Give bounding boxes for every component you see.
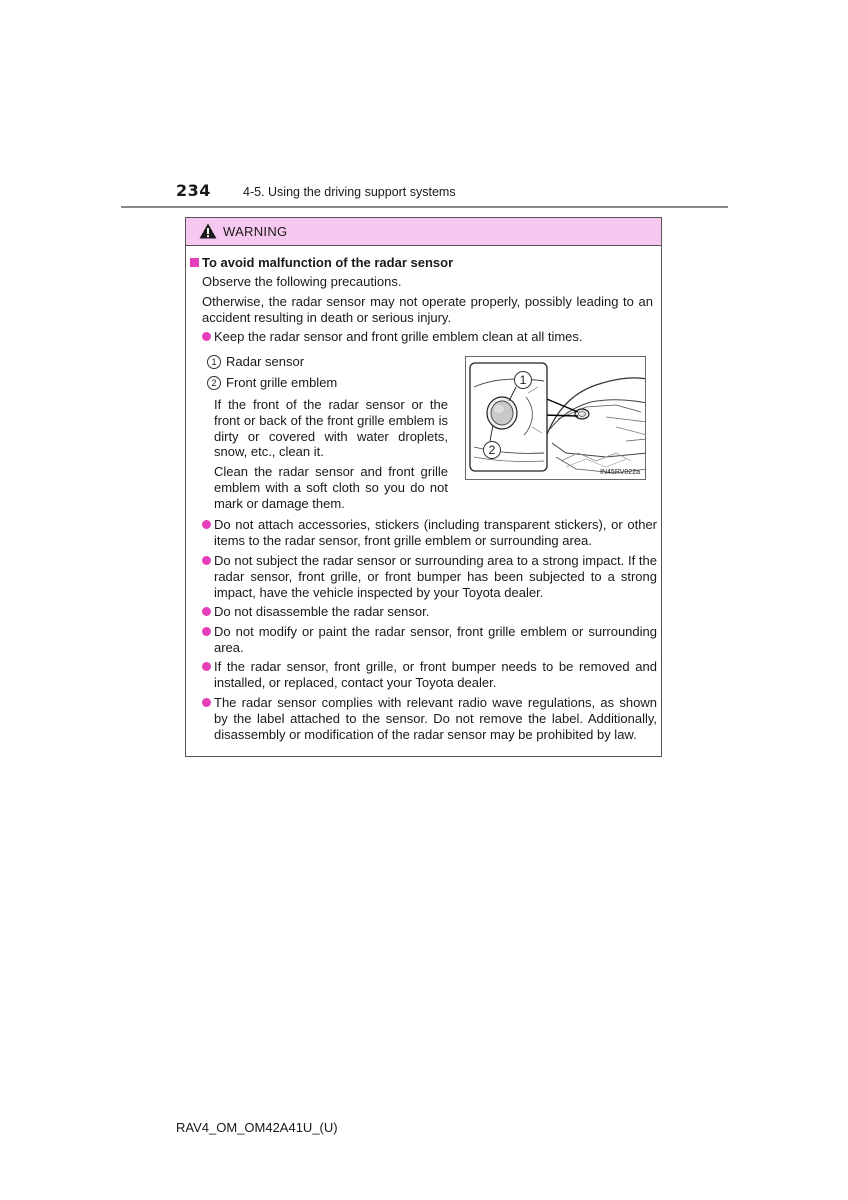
warning-heading: To avoid malfunction of the radar sensor: [202, 255, 454, 270]
bullet-dot-icon: [202, 332, 211, 341]
section-title: 4-5. Using the driving support systems: [243, 185, 456, 199]
heading-square-icon: [190, 258, 199, 267]
figure-callout-1-icon: 1: [514, 371, 532, 389]
header-divider: [121, 206, 728, 208]
bullet-keep-clean: Keep the radar sensor and front grille emblem clean at all times.: [214, 329, 583, 344]
warning-label: WARNING: [223, 224, 288, 239]
bullet-dot-icon: [202, 698, 211, 707]
bullet-dot-icon: [202, 662, 211, 671]
callout-1-circle-icon: 1: [207, 355, 221, 369]
bullet-item: Do not modify or paint the radar sensor, front grille emblem or surrounding area.: [214, 624, 657, 655]
vehicle-front-illustration: [466, 357, 646, 480]
radar-sensor-illustration: [465, 356, 646, 480]
bullet-dot-icon: [202, 556, 211, 565]
figure-callout-2-icon: 2: [483, 441, 501, 459]
bullet-dot-icon: [202, 627, 211, 636]
figure-para-1: If the front of the radar sensor or the front or back of the front grille emblem is dirty or covered with water droplets, snow, etc., clean it.: [214, 397, 448, 460]
figure-para-2: Clean the radar sensor and front grille emblem with a soft cloth so you do not mark or damage them.: [214, 464, 448, 511]
bullet-item: If the radar sensor, front grille, or front bumper needs to be removed and installed, or replaced, contact your Toyota dealer.: [214, 659, 657, 690]
callout-2-circle-icon: 2: [207, 376, 221, 390]
footer-doc-id: RAV4_OM_OM42A41U_(U): [176, 1120, 338, 1135]
warning-triangle-icon: [199, 223, 217, 239]
page-number: 234: [176, 181, 211, 200]
intro-text-1: Observe the following precautions.: [202, 274, 402, 289]
bullet-item: The radar sensor complies with relevant radio wave regulations, as shown by the label attached to the sensor. Do not remove the label. Additionally, disassembly or modification of the radar sensor may be prohibited by law.: [214, 695, 657, 742]
bullet-dot-icon: [202, 607, 211, 616]
intro-text-2: Otherwise, the radar sensor may not operate properly, possibly leading to an accident resulting in death or serious injury.: [202, 294, 653, 325]
bullet-item: Do not attach accessories, stickers (including transparent stickers), or other items to the radar sensor, front grille emblem or surrounding area.: [214, 517, 657, 548]
bullet-dot-icon: [202, 520, 211, 529]
bullet-item: Do not subject the radar sensor or surrounding area to a strong impact. If the radar sensor, front grille, or front bumper has been subjected to a strong impact, have the vehicle inspected by your Toyota dealer.: [214, 553, 657, 600]
callout-1-label: Radar sensor: [226, 354, 305, 369]
warning-header: [186, 218, 661, 246]
figure-image-code: IN45RV022a: [600, 469, 640, 476]
callout-2-label: Front grille emblem: [226, 375, 338, 390]
bullet-item: Do not disassemble the radar sensor.: [214, 604, 430, 619]
